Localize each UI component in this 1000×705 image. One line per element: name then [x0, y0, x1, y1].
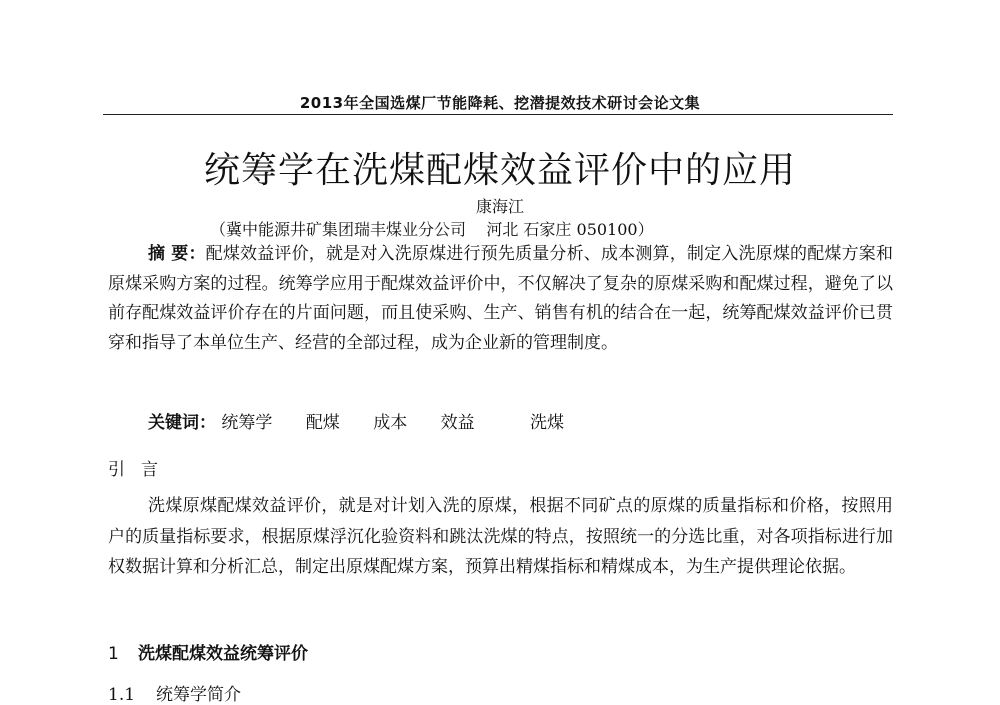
section-number: 1 — [108, 644, 119, 664]
section-1-1-heading — [108, 680, 241, 705]
keyword-item: 效益 — [440, 413, 475, 433]
running-header: 2013年全国选煤厂节能降耗、挖潜提效技术研讨会论文集 — [299, 94, 701, 112]
author-affiliation: （冀中能源井矿集团瑞丰煤业分公司 河北 石家庄 050100） — [210, 220, 654, 239]
paper-title: 统筹学在洗煤配煤效益评价中的应用 — [203, 150, 796, 191]
abstract-text: 配煤效益评价，就是对入洗原煤进行预先质量分析、成本测算，制定入洗原煤的配煤方案和原煤采购方案的过程。统筹学应用于配煤效益评价中，不仅解决了复杂的原煤采购和配煤过程，避免了以前存配煤效益评价存在的片面问题，而且使采购、生产、销售有机的结合在一起，统筹配煤效益评价已贯穿和指导了本单位生产、经营的全部过程，成为企业新的管理制度。 — [108, 244, 893, 353]
section-1-heading — [108, 639, 308, 664]
subsection-number: 1.1 — [108, 685, 136, 705]
keywords-line — [148, 408, 592, 433]
section-title: 洗煤配煤效益统筹评价 — [138, 644, 308, 664]
keywords-label: 关键词： — [148, 413, 216, 433]
subsection-title: 统筹学简介 — [156, 685, 241, 705]
header-rule — [103, 114, 893, 115]
intro-paragraph: 洗煤原煤配煤效益评价，就是对计划入洗的原煤，根据不同矿点的原煤的质量指标和价格，按照用户的质量指标要求，根据原煤浮沉化验资料和跳汰洗煤的特点，按照统一的分选比重，对各项指标进行加权数据计算和分析汇总，制定出原煤配煤方案，预算出精煤指标和精煤成本，为生产提供理论依据。 — [108, 496, 893, 577]
abstract-paragraph — [108, 240, 893, 358]
author-name: 康海江 — [475, 197, 524, 216]
intro-heading: 引言 — [108, 460, 174, 480]
keyword-item: 成本 — [373, 413, 408, 433]
keyword-item: 配煤 — [305, 413, 340, 433]
abstract-label: 摘 要： — [148, 244, 206, 264]
keyword-item: 统筹学 — [221, 413, 273, 433]
keyword-item: 洗煤 — [530, 413, 565, 433]
